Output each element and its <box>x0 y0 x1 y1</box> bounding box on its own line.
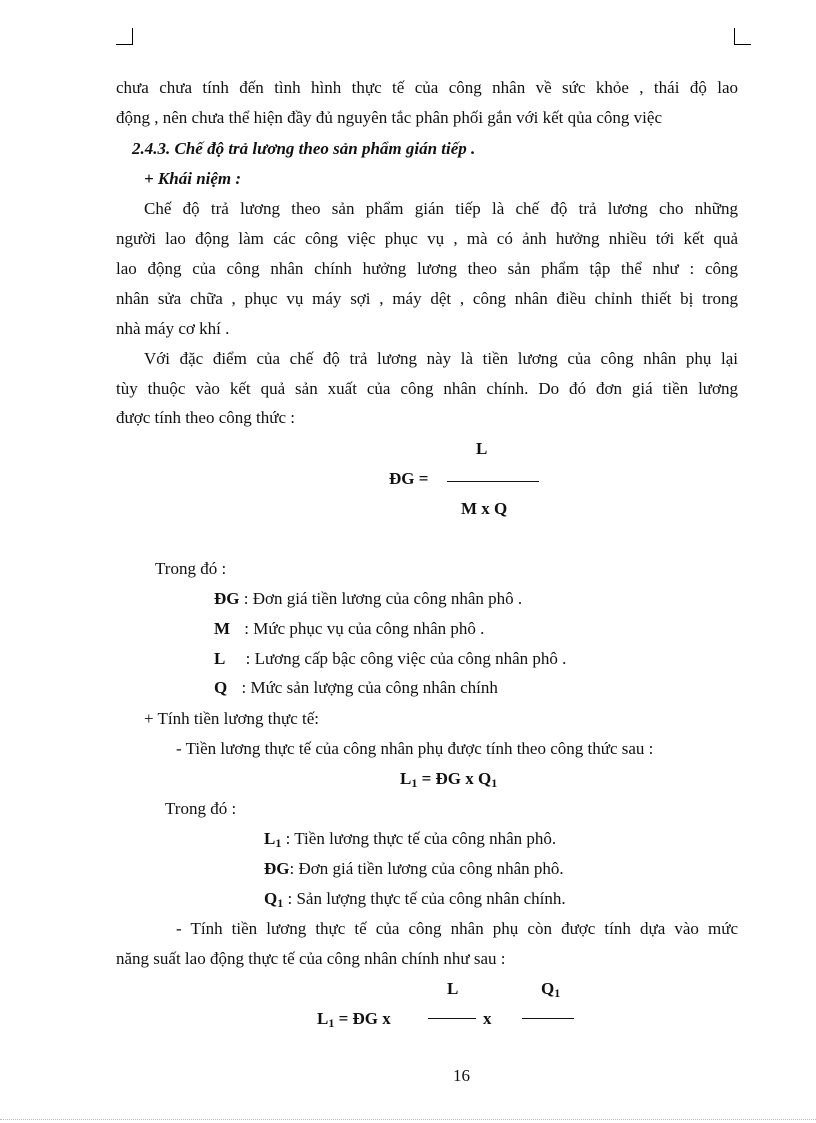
paragraph4-line2: năng suất lao động thực tế của công nhân chính như sau : <box>116 949 506 968</box>
corner-mark-left <box>116 28 133 45</box>
paragraph3-line2: tùy thuộc vào kết quả sản xuất của công nhân chính. Do đó đơn giá tiền lương <box>116 379 738 398</box>
formula2 <box>400 769 497 793</box>
actual-line1: - Tiền lương thực tế của công nhân phụ được tính theo công thức sau : <box>176 739 654 758</box>
formula3-numerator-l: L <box>447 979 459 998</box>
formula3-lhs <box>317 1009 391 1033</box>
where1-item <box>214 649 566 669</box>
page-number: 16 <box>453 1066 470 1085</box>
where1-symbol: L <box>214 649 226 668</box>
concept-heading <box>144 169 241 189</box>
where1-item <box>214 589 522 609</box>
formula1-lhs: ĐG = <box>389 469 429 488</box>
where2-sub: 1 <box>275 836 282 850</box>
formula1-fraction-bar <box>447 481 539 482</box>
paragraph2-line1: Chế độ trả lương theo sản phẩm gián tiếp là chế độ trả lương cho những <box>144 199 738 218</box>
where2-symbol: ĐG <box>264 859 290 878</box>
section-heading: 2.4.3. Chế độ trả lương theo sản phẩm gián tiếp . <box>132 139 476 158</box>
where2-item <box>264 889 566 913</box>
paragraph2-line2: người lao động làm các công việc phục vụ , mà có ảnh hưởng nhiều tới kết quả <box>116 229 738 248</box>
where1-text: : Đơn giá tiền lương của công nhân phô . <box>243 589 523 608</box>
formula2-l: L <box>400 769 412 788</box>
paragraph3-line3: được tính theo công thức : <box>116 408 295 427</box>
where2-item <box>264 859 564 879</box>
where1-symbol: ĐG <box>214 589 240 608</box>
paragraph1-line1: chưa chưa tính đến tình hình thực tế của công nhân về sức khỏe , thái độ lao <box>116 78 738 97</box>
paragraph3-line1: Với đặc điểm của chế độ trả lương này là tiền lương của công nhân phụ lại <box>144 349 738 368</box>
paragraph2-line3: lao động của công nhân chính hưởng lương theo sản phẩm tập thể như : công <box>116 259 738 278</box>
formula3-lhs-eq: = ĐG x <box>338 1009 391 1028</box>
formula1-denominator: M x Q <box>461 499 508 518</box>
page-bottom-border <box>0 1119 816 1120</box>
where1-text: : Mức phục vụ của công nhân phô . <box>244 619 485 638</box>
paragraph4-line1: - Tính tiền lương thực tế của công nhân phụ còn được tính dựa vào mức <box>176 919 738 938</box>
formula3-lhs-l: L <box>317 1009 329 1028</box>
where1-text: : Lương cấp bậc công việc của công nhân phô . <box>245 649 567 668</box>
where2-item <box>264 829 556 853</box>
formula2-eq: = ĐG x Q <box>421 769 492 788</box>
paragraph2-line5: nhà máy cơ khí . <box>116 319 230 338</box>
where1-label: Trong đó : <box>155 559 227 578</box>
formula1-numerator: L <box>476 439 488 458</box>
paragraph2-line4: nhân sửa chữa , phục vụ máy sợi , máy dệt , công nhân điều chỉnh thiết bị trong <box>116 289 738 308</box>
where1-text: : Mức sản lượng của công nhân chính <box>241 678 498 697</box>
formula2-l-sub: 1 <box>411 776 418 790</box>
formula3-numerator-q <box>541 979 560 1003</box>
where1-symbol: M <box>214 619 231 638</box>
concept-heading-text: + Khái niệm : <box>144 169 242 188</box>
where2-symbol: Q <box>264 889 278 908</box>
formula3-bar-left <box>428 1018 476 1019</box>
where1-item <box>214 678 498 698</box>
where2-sub: 1 <box>277 896 284 910</box>
formula3-q-sub: 1 <box>554 986 561 1000</box>
where2-label: Trong đó : <box>165 799 237 818</box>
formula2-q-sub: 1 <box>491 776 498 790</box>
where2-text: : Tiền lương thực tế của công nhân phô. <box>285 829 557 848</box>
corner-mark-right <box>734 28 751 45</box>
formula3-lhs-sub: 1 <box>328 1016 335 1030</box>
where1-symbol: Q <box>214 678 228 697</box>
formula3-q: Q <box>541 979 555 998</box>
actual-heading: + Tính tiền lương thực tế: <box>144 709 320 728</box>
formula3-bar-right <box>522 1018 574 1019</box>
where1-item <box>214 619 484 639</box>
paragraph1-line2: động , nên chưa thể hiện đầy đủ nguyên tắc phân phối gắn với kết qủa công việc <box>116 108 662 127</box>
where2-text: : Đơn giá tiền lương của công nhân phô. <box>289 859 564 878</box>
where2-text: : Sản lượng thực tế của công nhân chính. <box>287 889 566 908</box>
formula3-times: x <box>483 1009 492 1028</box>
where2-symbol: L <box>264 829 276 848</box>
